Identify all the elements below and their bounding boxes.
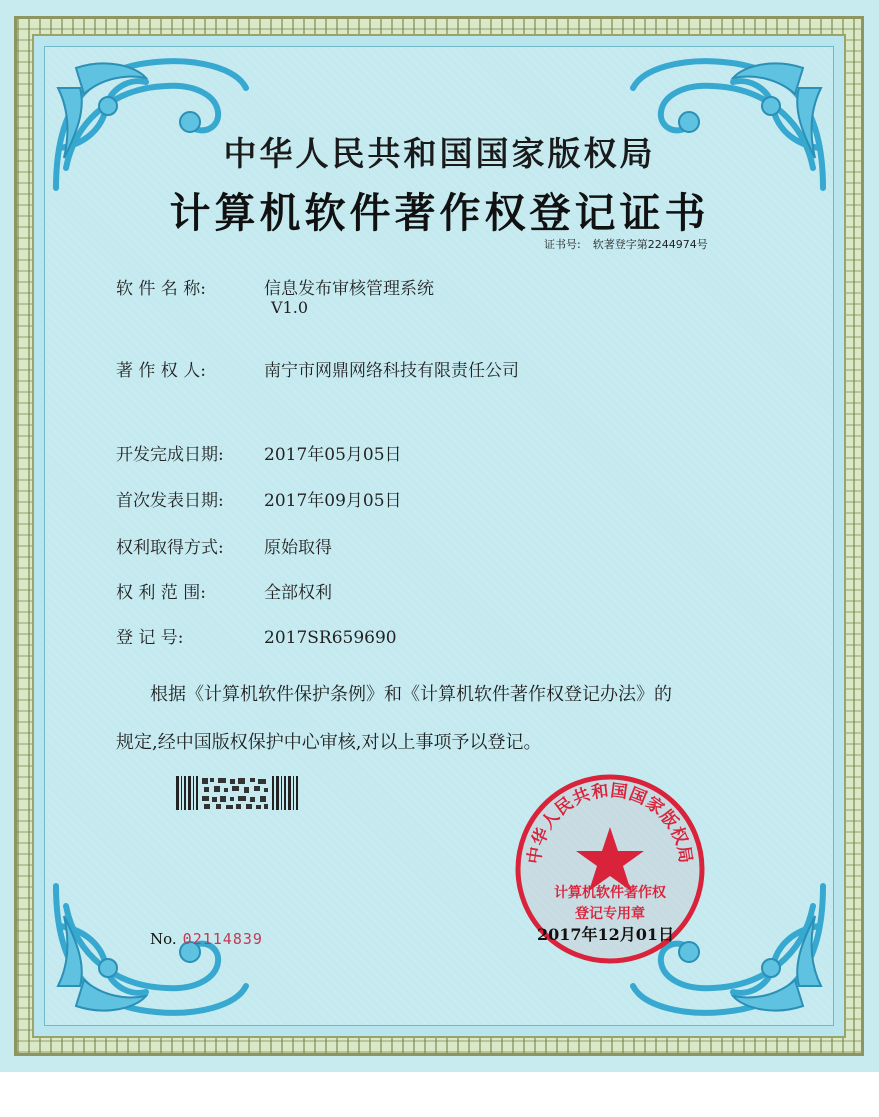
barcode-icon [176, 776, 298, 810]
certificate-number [544, 236, 708, 252]
field-value: 2017SR659690 [264, 628, 397, 648]
serial-label: No. [150, 930, 177, 948]
field-value: 原始取得 [264, 538, 332, 558]
corner-ornament-icon [46, 876, 256, 1026]
field-registration-number [116, 623, 397, 648]
statement-line: 根据《计算机软件保护条例》和《计算机软件著作权登记办法》的 [150, 684, 672, 705]
field-value: 全部权利 [264, 583, 332, 603]
software-version: V1.0 [271, 298, 308, 317]
serial-number [150, 930, 263, 948]
field-value: 2017年09月05日 [264, 491, 402, 511]
field-value: 南宁市网鼎网络科技有限责任公司 [264, 361, 519, 381]
field-label: 权利取得方式: [116, 538, 224, 558]
field-publish-date [116, 486, 402, 511]
seal-line-1: 计算机软件著作权 [554, 885, 666, 901]
issuer-title: 中华人民共和国国家版权局 [223, 134, 656, 173]
field-rights-scope [116, 578, 332, 603]
field-label: 软 件 名 称: [116, 279, 206, 299]
statement-line: 规定,经中国版权保护中心审核,对以上事项予以登记。 [116, 732, 542, 753]
field-label: 著 作 权 人: [116, 361, 206, 381]
serial-value: 02114839 [182, 930, 263, 948]
field-value: 2017年05月05日 [264, 445, 402, 465]
certificate-title: 计算机软件著作权登记证书 [169, 189, 710, 237]
issue-date: 2017年12月01日 [537, 925, 675, 944]
field-label: 首次发表日期: [116, 491, 224, 511]
field-label: 权 利 范 围: [116, 583, 206, 603]
field-copyright-owner [116, 356, 519, 381]
seal-line-2: 登记专用章 [575, 906, 645, 922]
field-software-name [116, 274, 434, 299]
field-label: 开发完成日期: [116, 445, 224, 465]
field-value: 信息发布审核管理系统 [264, 279, 434, 299]
corner-ornament-icon [46, 48, 256, 198]
corner-ornament-icon [623, 48, 833, 198]
certificate-number-value: 软著登字第2244974号 [592, 238, 708, 251]
field-acquisition-method [116, 533, 332, 558]
seal-outer-text: 中华人民共和国国家版权局 [524, 780, 696, 866]
certificate-number-label: 证书号: [544, 238, 581, 251]
field-development-date [116, 440, 402, 465]
field-label: 登 记 号: [116, 628, 184, 648]
